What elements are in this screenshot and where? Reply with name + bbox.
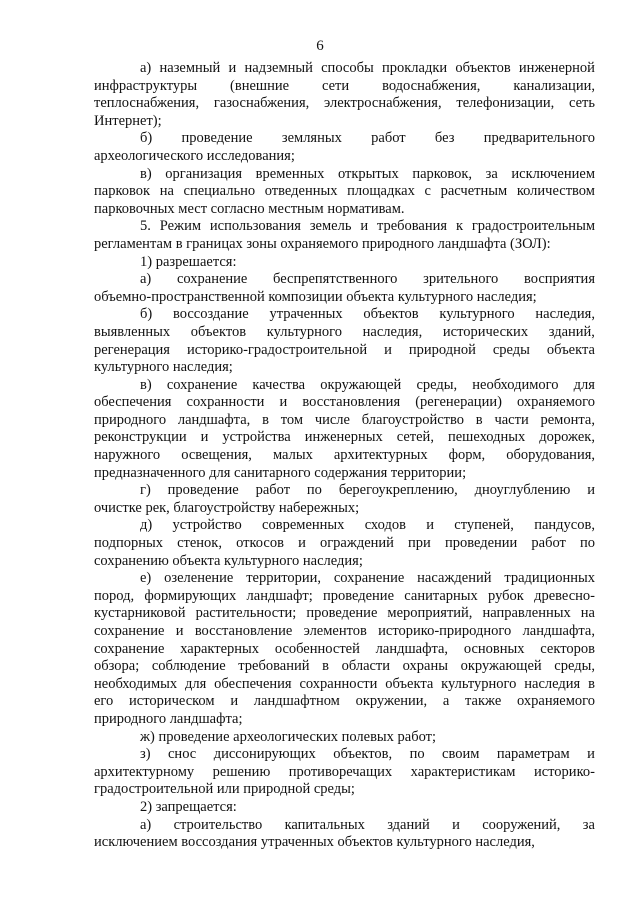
text-line: сохранению объекта культурного наследия; [94, 552, 363, 569]
paragraph [94, 817, 595, 852]
paragraph [94, 746, 595, 799]
paragraph [94, 60, 595, 130]
paragraph [94, 482, 595, 517]
text-line: пород, формирующих ландшафт; проведение санитарных рубок древесно- [94, 587, 595, 604]
text-line: г) проведение работ по берегоукреплению, дноуглублению и [140, 482, 595, 499]
text-line: кустарниковой растительности; проведение мероприятий, направленных на [94, 605, 595, 622]
text-line: ж) проведение археологических полевых работ; [140, 728, 437, 745]
text-line: инфраструктуры (внешние сети водоснабжения, канализации, [94, 77, 595, 94]
text-line: обеспечения сохранности и восстановления (регенерации) охраняемого [94, 394, 595, 411]
text-line: регламентам в границах зоны охраняемого природного ландшафта (ЗОЛ): [94, 235, 551, 252]
text-line: б) воссоздание утраченных объектов культурного наследия, [140, 306, 595, 323]
text-line: очистке рек, благоустройству набережных; [94, 499, 360, 516]
text-line: градостроительной или природной среды; [94, 781, 355, 798]
text-line: природного ландшафта; [94, 710, 243, 727]
text-line: обзора; соблюдение требований в области охраны окружающей среды, [94, 658, 595, 675]
page-number: 6 [316, 38, 324, 54]
text-line: 1) разрешается: [140, 253, 237, 270]
paragraph [94, 254, 595, 272]
paragraph [94, 306, 595, 376]
text-line: а) строительство капитальных зданий и сооружений, за [140, 816, 595, 833]
text-line: в) сохранение качества окружающей среды, необходимого для [140, 376, 595, 393]
text-line: е) озеленение территории, сохранение насаждений традиционных [140, 570, 595, 587]
text-line: исключением воссоздания утраченных объектов культурного наследия, [94, 834, 535, 851]
text-line: сохранение характерных особенностей ландшафта, основных секторов [94, 640, 595, 657]
paragraph [94, 799, 595, 817]
text-line: а) наземный и надземный способы прокладки объектов инженерной [140, 60, 595, 76]
text-line: а) сохранение беспрепятственного зрительного восприятия [140, 271, 595, 288]
paragraph [94, 271, 595, 306]
text-line: реконструкции и устройства инженерных сетей, пешеходных дорожек, [94, 429, 595, 446]
text-line: 5. Режим использования земель и требования к градостроительным [140, 218, 595, 235]
text-line: наружного освещения, малых архитектурных форм, оборудования, [94, 447, 595, 464]
text-line: з) снос диссонирующих объектов, по своим параметрам и [140, 746, 595, 763]
text-line: регенерация историко-градостроительной и природной среды объекта [94, 341, 595, 358]
text-line: теплоснабжения, газоснабжения, электроснабжения, телефонизации, сеть [94, 95, 595, 112]
text-line: выявленных объектов культурного наследия, исторических зданий, [94, 323, 595, 340]
paragraph [94, 166, 595, 219]
text-line: в) организация временных открытых парковок, за исключением [140, 165, 595, 182]
text-line: парковок на специально отведенных площадках с расчетным количеством [94, 183, 595, 200]
text-line: объемно-пространственной композиции объекта культурного наследия; [94, 288, 537, 305]
paragraph [94, 377, 595, 483]
paragraph [94, 570, 595, 728]
paragraph [94, 517, 595, 570]
text-line: необходимых для обеспечения сохранности объекта культурного наследия в [94, 675, 595, 692]
text-line: природного ландшафта, в том числе благоустройство в части ремонта, [94, 411, 595, 428]
document-body [94, 60, 595, 852]
paragraph [94, 130, 595, 165]
text-line: б) проведение земляных работ без предварительного [140, 130, 595, 147]
text-line: предназначенного для санитарного содержания территории; [94, 464, 467, 481]
text-line: 2) запрещается: [140, 798, 237, 815]
text-line: Интернет); [94, 112, 162, 129]
text-line: его историческом и ландшафтном окружении, а также охраняемого [94, 693, 595, 710]
text-line: парковочных мест согласно местным нормативам. [94, 200, 405, 217]
text-line: археологического исследования; [94, 147, 295, 164]
paragraph [94, 729, 595, 747]
text-line: культурного наследия; [94, 359, 233, 376]
text-line: д) устройство современных сходов и ступеней, пандусов, [140, 517, 595, 534]
text-line: архитектурному решению противоречащих характеристикам историко- [94, 763, 595, 780]
text-line: сохранение и восстановление элементов историко-природного ландшафта, [94, 623, 595, 639]
text-line: подпорных стенок, откосов и ограждений при проведении работ по [94, 535, 595, 552]
paragraph [94, 218, 595, 253]
